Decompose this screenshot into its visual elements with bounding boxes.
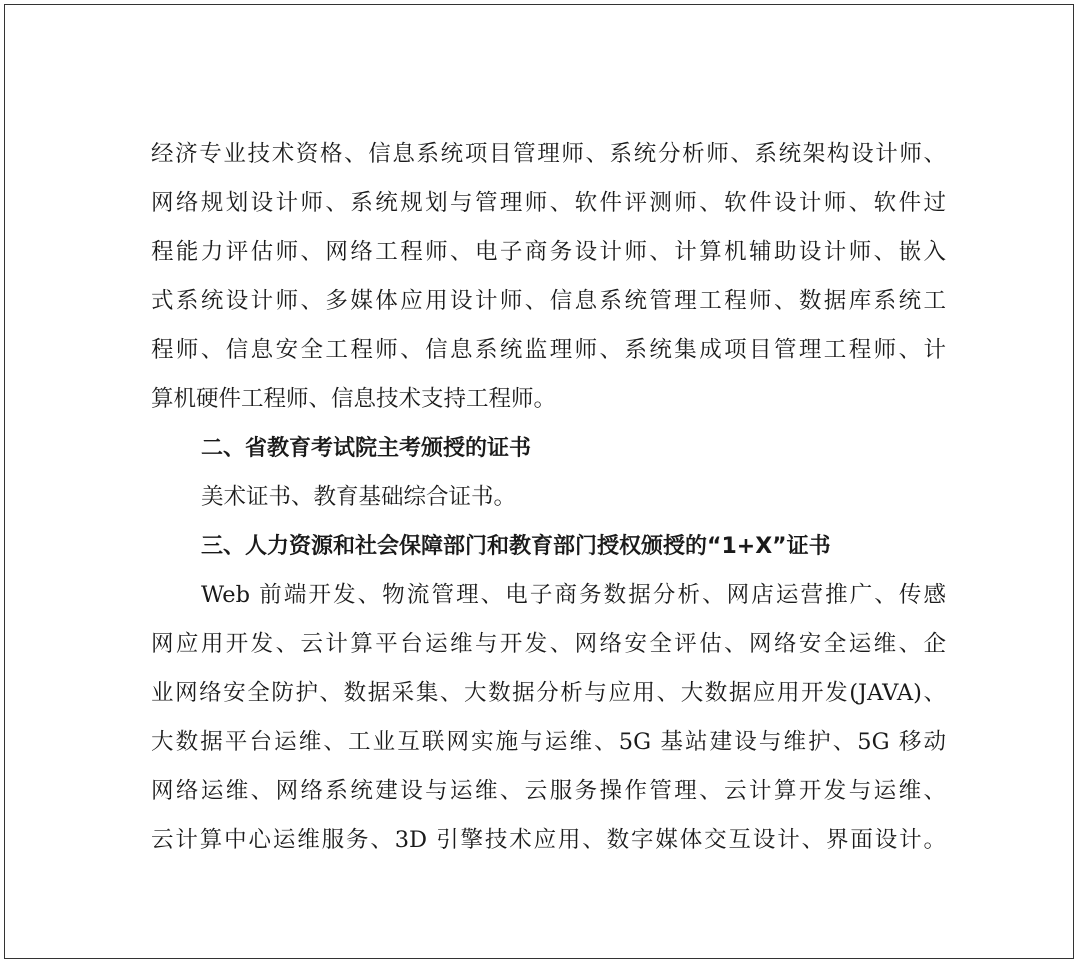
document-frame [4, 4, 1074, 959]
section-heading-2: 二、省教育考试院主考颁授的证书 [201, 436, 532, 461]
paragraph-line: 业网络安全防护、数据采集、大数据分析与应用、大数据应用开发(JAVA)、 [151, 680, 946, 706]
paragraph-line: 美术证书、教育基础综合证书。 [201, 484, 517, 510]
paragraph-line: 云计算中心运维服务、3D 引擎技术应用、数字媒体交互设计、界面设计。 [151, 827, 946, 853]
section-heading-3: 三、人力资源和社会保障部门和教育部门授权颁授的“1+X”证书 [201, 534, 831, 559]
paragraph-line: 大数据平台运维、工业互联网实施与运维、5G 基站建设与维护、5G 移动 [151, 729, 946, 755]
paragraph-line: 算机硬件工程师、信息技术支持工程师。 [151, 386, 557, 412]
paragraph-line: Web 前端开发、物流管理、电子商务数据分析、网店运营推广、传感 [201, 582, 946, 608]
paragraph-line: 网络规划设计师、系统规划与管理师、软件评测师、软件设计师、软件过 [151, 190, 946, 216]
paragraph-line: 经济专业技术资格、信息系统项目管理师、系统分析师、系统架构设计师、 [151, 141, 946, 167]
paragraph-line: 式系统设计师、多媒体应用设计师、信息系统管理工程师、数据库系统工 [151, 288, 946, 314]
paragraph-line: 程能力评估师、网络工程师、电子商务设计师、计算机辅助设计师、嵌入 [151, 239, 946, 265]
paragraph-line: 网应用开发、云计算平台运维与开发、网络安全评估、网络安全运维、企 [151, 631, 946, 657]
paragraph-line: 程师、信息安全工程师、信息系统监理师、系统集成项目管理工程师、计 [151, 337, 946, 363]
paragraph-line: 网络运维、网络系统建设与运维、云服务操作管理、云计算开发与运维、 [151, 778, 946, 804]
